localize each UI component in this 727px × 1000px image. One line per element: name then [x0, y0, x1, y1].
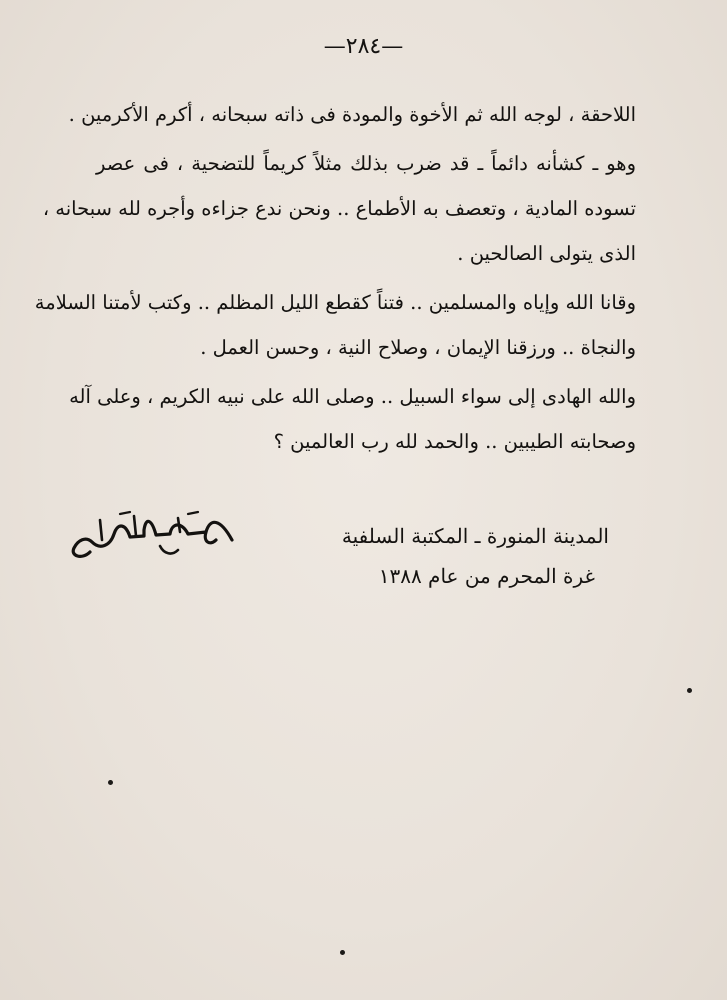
- paragraph-2: [42, 141, 636, 276]
- ink-dot: [340, 950, 345, 955]
- place-line: المدينة المنورة ـ المكتبة السلفية: [341, 524, 609, 548]
- text-line: اللاحقة ، لوجه الله ثم الأخوة والمودة فى ذاته سبحانه ، أكرم الأكرمين .: [68, 103, 636, 126]
- text-line: الذى يتولى الصالحين .: [457, 242, 636, 265]
- paragraph-3: [34, 280, 636, 370]
- paragraph-4: [69, 374, 636, 464]
- date-line: غرة المحرم من عام ١٣٨٨: [378, 564, 595, 588]
- text-line: وصحابته الطيبين .. والحمد لله رب العالمين ؟: [273, 430, 636, 453]
- handwritten-signature: [60, 510, 240, 562]
- text-line: وقانا الله وإياه والمسلمين .. فتناً كقطع الليل المظلم .. وكتب لأمتنا السلامة: [34, 291, 636, 314]
- closing-block: [0, 510, 727, 610]
- ink-dot: [108, 780, 113, 785]
- page-number: —٢٨٤—: [323, 34, 404, 59]
- text-line: وهو ـ كشأنه دائماً ـ قد ضرب بذلك مثلاً كريماً للتضحية ، فى عصر: [96, 152, 636, 175]
- ink-dot: [687, 688, 692, 693]
- text-line: والنجاة .. ورزقنا الإيمان ، وصلاح النية ، وحسن العمل .: [200, 336, 636, 359]
- paragraph-1: [68, 92, 636, 137]
- body-text: [34, 92, 636, 464]
- text-line: تسوده المادية ، وتعصف به الأطماع .. ونحن ندع جزاءه وأجره لله سبحانه ،: [42, 197, 636, 220]
- text-line: والله الهادى إلى سواء السبيل .. وصلى الله على نبيه الكريم ، وعلى آله: [69, 385, 636, 408]
